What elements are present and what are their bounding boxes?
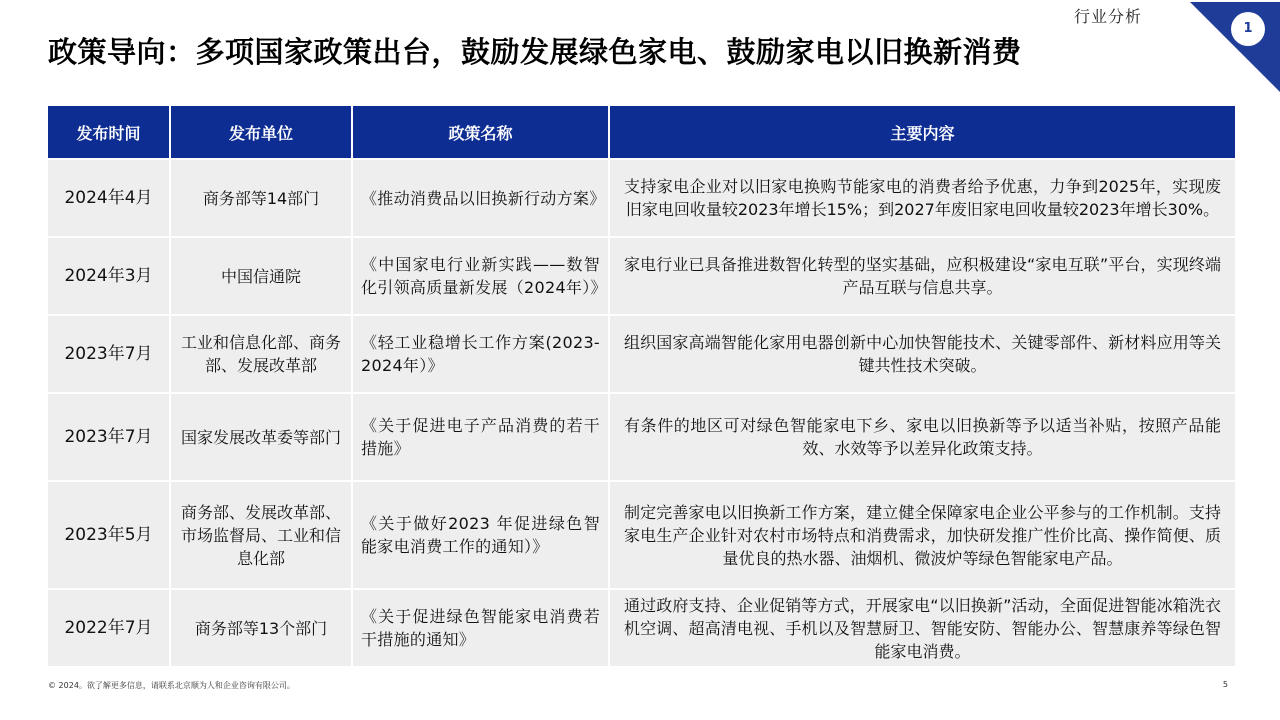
cell-date: 2022年7月	[48, 590, 171, 668]
cell-content: 通过政府支持、企业促销等方式，开展家电“以旧换新”活动，全面促进智能冰箱洗衣机空调、超高清电视、手机以及智慧厨卫、智能安防、智能办公、智慧康养等绿色智能家电消费。	[610, 590, 1235, 668]
cell-dept: 中国信通院	[171, 238, 353, 316]
cell-content: 家电行业已具备推进数智化转型的坚实基础，应积极建设“家电互联”平台，实现终端产品互联与信息共享。	[610, 238, 1235, 316]
policy-table	[48, 106, 1235, 668]
cell-content: 有条件的地区可对绿色智能家电下乡、家电以旧换新等予以适当补贴，按照产品能效、水效等予以差异化政策支持。	[610, 394, 1235, 482]
cell-content: 制定完善家电以旧换新工作方案，建立健全保障家电企业公平参与的工作机制。支持家电生产企业针对农村市场特点和消费需求，加快研发推广性价比高、操作简便、质量优良的热水器、油烟机、微波炉等绿色智能家电产品。	[610, 482, 1235, 590]
cell-date: 2024年4月	[48, 160, 171, 238]
table-row	[48, 482, 1235, 590]
cell-policy-name: 《轻工业稳增长工作方案(2023-2024年）》	[353, 316, 610, 394]
table-row	[48, 394, 1235, 482]
column-header-policy-name: 政策名称	[353, 106, 610, 160]
page-number: 5	[1222, 680, 1228, 689]
cell-dept: 商务部等14部门	[171, 160, 353, 238]
section-label: 行业分析	[1074, 7, 1143, 26]
cell-date: 2023年5月	[48, 482, 171, 590]
cell-content: 组织国家高端智能化家用电器创新中心加快智能技术、关键零部件、新材料应用等关键共性技术突破。	[610, 316, 1235, 394]
column-header-date: 发布时间	[48, 106, 171, 160]
table-header-row	[48, 106, 1235, 160]
table-row	[48, 160, 1235, 238]
cell-policy-name: 《关于做好2023 年促进绿色智能家电消费工作的通知）》	[353, 482, 610, 590]
cell-dept: 商务部、发展改革部、市场监督局、工业和信息化部	[171, 482, 353, 590]
cell-dept: 国家发展改革委等部门	[171, 394, 353, 482]
cell-date: 2023年7月	[48, 394, 171, 482]
cell-date: 2023年7月	[48, 316, 171, 394]
cell-dept: 商务部等13个部门	[171, 590, 353, 668]
column-header-content: 主要内容	[610, 106, 1235, 160]
table-row	[48, 316, 1235, 394]
cell-policy-name: 《关于促进绿色智能家电消费若干措施的通知》	[353, 590, 610, 668]
column-header-dept: 发布单位	[171, 106, 353, 160]
footer-copyright: © 2024。欲了解更多信息，请联系北京顺为人和企业咨询有限公司。	[48, 681, 295, 690]
cell-date: 2024年3月	[48, 238, 171, 316]
table-row	[48, 590, 1235, 668]
page-badge: 1	[1231, 12, 1265, 46]
cell-policy-name: 《中国家电行业新实践——数智化引领高质量新发展（2024年）》	[353, 238, 610, 316]
cell-policy-name: 《推动消费品以旧换新行动方案》	[353, 160, 610, 238]
cell-content: 支持家电企业对以旧家电换购节能家电的消费者给予优惠，力争到2025年，实现废旧家电回收量较2023年增长15%；到2027年废旧家电回收量较2023年增长30%。	[610, 160, 1235, 238]
page-title: 政策导向：多项国家政策出台，鼓励发展绿色家电、鼓励家电以旧换新消费	[48, 35, 1022, 69]
corner-triangle-shape	[1190, 0, 1280, 92]
cell-dept: 工业和信息化部、商务部、发展改革部	[171, 316, 353, 394]
table-row	[48, 238, 1235, 316]
cell-policy-name: 《关于促进电子产品消费的若干措施》	[353, 394, 610, 482]
corner-badge	[1190, 0, 1280, 92]
